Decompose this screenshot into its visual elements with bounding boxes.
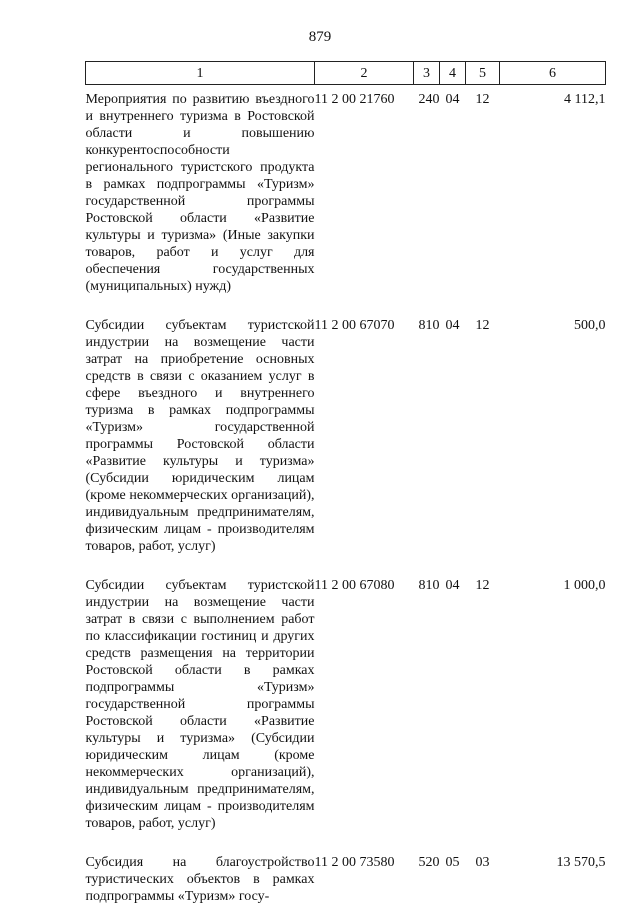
row-col3: 810 — [418, 578, 440, 593]
row-col3: 810 — [418, 318, 440, 333]
column-header-1: 1 — [86, 62, 315, 85]
budget-table — [85, 61, 606, 921]
column-header-3: 3 — [414, 62, 440, 85]
row-code: 11 2 00 67070 — [314, 318, 395, 333]
table-row — [86, 311, 606, 571]
column-header-4: 4 — [440, 62, 466, 85]
header-row — [86, 62, 606, 85]
row-col5: 03 — [475, 855, 490, 870]
row-col4: 04 — [445, 578, 460, 593]
column-header-2: 2 — [315, 62, 414, 85]
row-amount: 4 112,1 — [564, 92, 606, 107]
row-col5: 12 — [475, 92, 490, 107]
column-header-5: 5 — [466, 62, 500, 85]
row-name: Субсидии субъектам туристской индустрии на возмещение части затрат на приобретение основных средств в связи с оказанием услуг в сфере въездного и внутреннего туризма в рамках подпрограммы «Туризм» государственной программы Ростовской области «Развитие культуры и туризма» (Субсидии юридическим лицам (кроме некоммерческих организаций), индивидуальным предпринимателям, физическим лицам - производителям товаров, работ, услуг) — [85, 318, 315, 554]
table-row — [86, 85, 606, 312]
row-code: 11 2 00 73580 — [314, 855, 395, 870]
row-name: Субсидия на благоустройство туристических объектов в рамках подпрограммы «Туризм» госу- — [85, 855, 315, 904]
row-code: 11 2 00 21760 — [314, 92, 395, 107]
row-col4: 04 — [445, 92, 460, 107]
row-amount: 1 000,0 — [563, 578, 606, 593]
column-header-6: 6 — [500, 62, 606, 85]
row-name: Субсидии субъектам туристской индустрии на возмещение части затрат в связи с выполнением работ по классификации гостиниц и других средств размещения на территории Ростовской области в рамках подпрограммы «Туризм» государственной программы Ростовской области «Развитие культуры и туризма» (Субсидии юридическим лицам (кроме некоммерческих организаций), индивидуальным предпринимателям, физическим лицам - производителям товаров, работ, услуг) — [85, 578, 315, 831]
row-col5: 12 — [475, 578, 490, 593]
table-row — [86, 848, 606, 921]
page-number: 879 — [308, 29, 332, 45]
row-name: Мероприятия по развитию въездного и внутреннего туризма в Ростовской области и повышению конкурентоспособности регионального туристского продукта в рамках подпрограммы «Туризм» государственной программы Ростовской области «Развитие культуры и туризма» (Иные закупки товаров, работ и услуг для обеспечения государственных (муниципальных) нужд) — [85, 92, 315, 294]
row-col4: 04 — [445, 318, 460, 333]
row-col3: 240 — [418, 92, 440, 107]
row-col5: 12 — [475, 318, 490, 333]
row-amount: 13 570,5 — [556, 855, 606, 870]
row-col3: 520 — [418, 855, 440, 870]
row-amount: 500,0 — [574, 318, 606, 333]
row-code: 11 2 00 67080 — [314, 578, 395, 593]
row-col4: 05 — [445, 855, 460, 870]
table-row — [86, 571, 606, 848]
